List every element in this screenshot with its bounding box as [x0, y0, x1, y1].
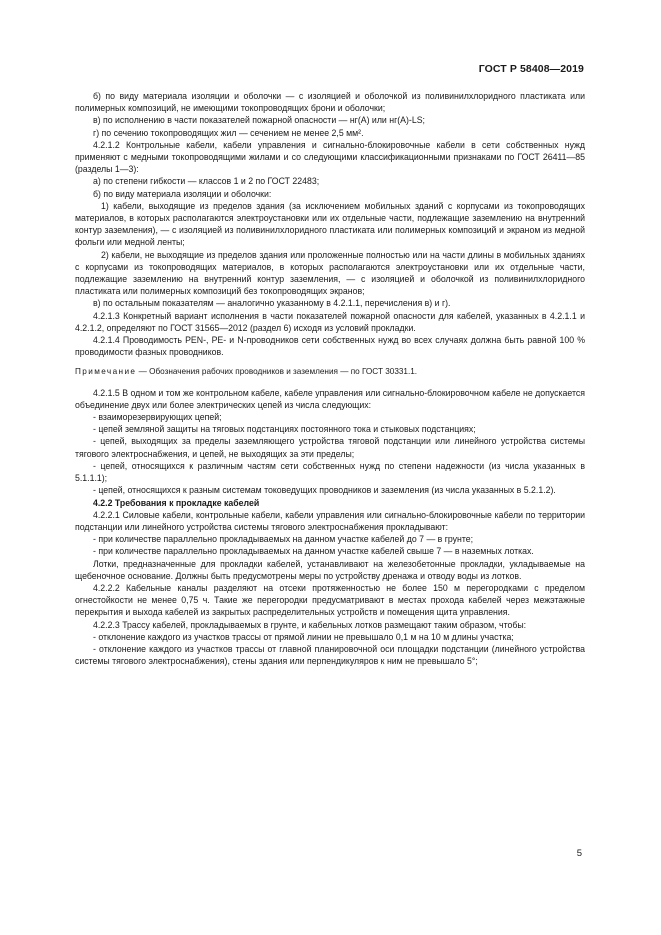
paragraph: 2) кабели, не выходящие из пределов здания или проложенные полностью или на части длины в мобильных зданиях с корпусами из токопроводящих материалов, в которых располагаются электроустановки или их отдельные части, подлежащие заземлению на внутренний контур заземления, — с изоляцией и оболочкой из поливинилхлоридного пластиката или полимерных композиций без токопроводящих экранов; — [75, 249, 585, 297]
paragraph: - при количестве параллельно прокладываемых на данном участке кабелей до 7 — в грунте; — [93, 534, 474, 545]
paragraph: б) по виду материала изоляции и оболочки — с изоляцией и оболочкой из поливинилхлоридного пластиката или полимерных композиций, не имеющими токопроводящих брони и оболочки; — [75, 91, 585, 114]
paragraphs-block-1 — [75, 90, 585, 358]
paragraph: 4.2.1.3 Конкретный вариант исполнения в части показателей пожарной опасности для кабелей, указанных в 4.2.1.1 и 4.2.1.2, определяют по ГОСТ 31565—2012 (раздел 6) исходя из условий прокладки. — [75, 310, 585, 333]
paragraph: - цепей земляной защиты на тяговых подстанциях постоянного тока и стыковых подстанциях; — [93, 424, 476, 435]
paragraphs-block-2 — [75, 387, 585, 668]
paragraph: 4.2.2.3 Трассу кабелей, прокладываемых в грунте, и кабельных лотков размещают таким образом, чтобы: — [93, 619, 527, 630]
paragraph: - отклонение каждого из участков трассы от прямой линии не превышало 0,1 м на 10 м длины участка; — [93, 631, 514, 642]
note — [75, 366, 585, 378]
paragraph: г) по сечению токопроводящих жил — сечением не менее 2,5 мм². — [93, 127, 364, 138]
note-text: — Обозначения рабочих проводников и заземления — по ГОСТ 30331.1. — [136, 367, 418, 377]
paragraph: 1) кабели, выходящие из пределов здания (за исключением мобильных зданий с корпусами из токопроводящих материалов, в которых располагаются электроустановки или их отдельные части, подлежащие заземлению на внутренний контур заземления), — с изоляцией из поливинилхлоридного пластиката или полимерных композиций и экраном из медной фольги или медной ленты; — [75, 200, 585, 248]
note-label: Примечание — [75, 367, 137, 377]
paragraph: б) по виду материала изоляции и оболочки: — [93, 188, 272, 199]
paragraph: 4.2.1.2 Контрольные кабели, кабели управления и сигнально-блокировочные кабели в сети собственных нужд применяют с медными токопроводящими жилами и со следующими классификационными признаками по ГОСТ 26411—85 (разделы 1—3): — [75, 139, 585, 175]
paragraph: 4.2.2.2 Кабельные каналы разделяют на отсеки протяженностью не более 150 м перегородками с пределом огнестойкости не менее 0,75 ч. Такие же перегородки предусматривают в местах прохода кабелей через межэтажные перекрытия и выхода кабелей из закрытых распределительных устройств и помещения щита управления. — [75, 582, 585, 618]
paragraph: - цепей, выходящих за пределы заземляющего устройства тяговой подстанции или линейного устройства системы тягового электроснабжения, и цепей, не выходящих за эти пределы; — [75, 436, 585, 459]
paragraph: 4.2.2 Требования к прокладке кабелей — [93, 497, 260, 508]
paragraph: - цепей, относящихся к разным системам токоведущих проводников и заземления (из числа указанных в 5.2.1.2). — [93, 485, 556, 496]
paragraph: - цепей, относящихся к различным частям сети собственных нужд по степени надежности (из числа указанных в 5.1.1.1); — [75, 460, 585, 484]
paragraph: 4.2.1.4 Проводимость PEN-, PE- и N-проводников сети собственных нужд во всех случаях должна быть равной 100 % проводимости фазных проводников. — [75, 335, 585, 358]
page-number: 5 — [576, 848, 582, 859]
document-body — [75, 90, 585, 667]
paragraph: - отклонение каждого из участков трассы от главной планировочной оси площадки подстанции (линейного устройства системы тягового электроснабжения), стены здания или перпендикуляров к ним не превышало 5°; — [75, 643, 585, 667]
document-header: ГОСТ Р 58408—2019 — [478, 63, 584, 75]
paragraph: а) по степени гибкости — классов 1 и 2 по ГОСТ 22483; — [93, 176, 320, 187]
paragraph: 4.2.1.5 В одном и том же контрольном кабеле, кабеле управления или сигнально-блокировочном кабеле не допускается объединение двух или более электрических цепей из числа следующих: — [75, 387, 585, 410]
paragraph: в) по исполнению в части показателей пожарной опасности — нг(А) или нг(А)-LS; — [93, 115, 425, 126]
paragraph: 4.2.2.1 Силовые кабели, контрольные кабели, кабели управления или сигнально-блокировочные кабели по территории подстанции или линейного устройства системы тягового электроснабжения прокладывают: — [75, 509, 585, 532]
paragraph: Лотки, предназначенные для прокладки кабелей, устанавливают на железобетонные прокладки, укладываемые на щебеночное основание. Должны быть предусмотрены меры по устройству дренажа и отводу воды из лотков. — [75, 558, 585, 581]
paragraph: - взаиморезервирующих цепей; — [93, 412, 222, 423]
paragraph: - при количестве параллельно прокладываемых на данном участке кабелей свыше 7 — в наземных лотках. — [93, 546, 534, 557]
paragraph: в) по остальным показателям — аналогично указанному в 4.2.1.1, перечисления в) и г). — [93, 298, 451, 309]
